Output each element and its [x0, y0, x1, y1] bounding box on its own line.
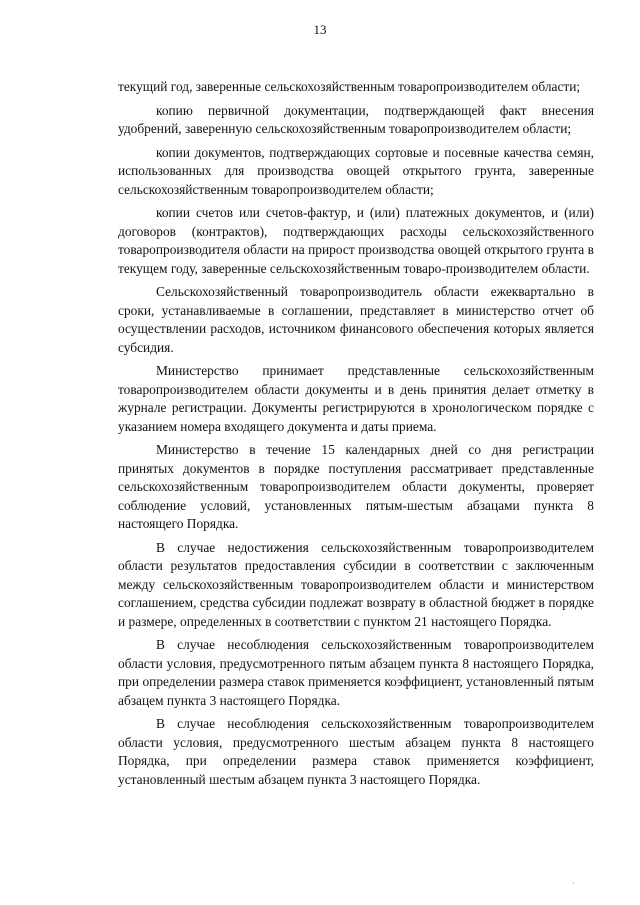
footer-mark: ·	[572, 878, 575, 888]
paragraph-document-review: Министерство в течение 15 календарных дней со дня регистрации принятых документов в порядке поступления рассматривает представленные сельскохозяйственным товаропроизводителем области документы, проверяет соблюдение условий, установленных пятым-шестым абзацами пункта 8 настоящего Порядка.	[118, 442, 594, 531]
paragraph-invoice-documents: копии счетов или счетов-фактур, и (или) платежных документов, и (или) договоров (контрактов), подтверждающих расходы сельскохозяйственного товаропроизводителя области на прирост производства овощей открытого грунта в текущем году, заверенные сельскохозяйственным товаро-производителем области.	[118, 205, 594, 276]
paragraph-continuation: текущий год, заверенные сельскохозяйственным товаропроизводителем области;	[118, 79, 581, 94]
paragraph-subsidy-return: В случае недостижения сельскохозяйственным товаропроизводителем области результатов предоставления субсидии в соответствии с заключенным между сельскохозяйственным товаропроизводителем области и министерством соглашением, средства субсидии подлежат возврату в областной бюджет в порядке и размере, определенных в соответствии с пунктом 21 настоящего Порядка.	[118, 539, 594, 629]
body-text	[118, 78, 594, 794]
paragraph-seed-documents: копии документов, подтверждающих сортовые и посевные качества семян, использованных для производства овощей открытого грунта, заверенные сельскохозяйственным товаропроизводителем области;	[118, 144, 594, 197]
paragraph-sixth-paragraph-condition: В случае несоблюдения сельскохозяйственным товаропроизводителем области условия, предусмотренного шестым абзацем пункта 8 настоящего Порядка, при определении размера ставок применяется коэффициент, установленный шестым абзацем пункта 3 настоящего Порядка.	[118, 716, 594, 787]
page-number: 13	[313, 22, 327, 37]
paragraph-fertilizer-documents: копию первичной документации, подтверждающей факт внесения удобрений, заверенную сельскохозяйственным товаропроизводителем области;	[118, 102, 594, 136]
paragraph-fifth-paragraph-condition: В случае несоблюдения сельскохозяйственным товаропроизводителем области условия, предусмотренного пятым абзацем пункта 8 настоящего Порядка, при определении размера ставок применяется коэффициент, установленный пятым абзацем пункта 3 настоящего Порядка.	[118, 637, 594, 708]
paragraph-document-registration: Министерство принимает представленные сельскохозяйственным товаропроизводителем области документы и в день принятия делает отметку в журнале регистрации. Документы регистрируются в хронологическом порядке с указанием номера входящего документа и даты приема.	[118, 363, 594, 434]
paragraph-quarterly-report: Сельскохозяйственный товаропроизводитель области ежеквартально в сроки, устанавливаемые в соглашении, представляет в министерство отчет об осуществлении расходов, источником финансового обеспечения которых является субсидия.	[118, 284, 594, 355]
